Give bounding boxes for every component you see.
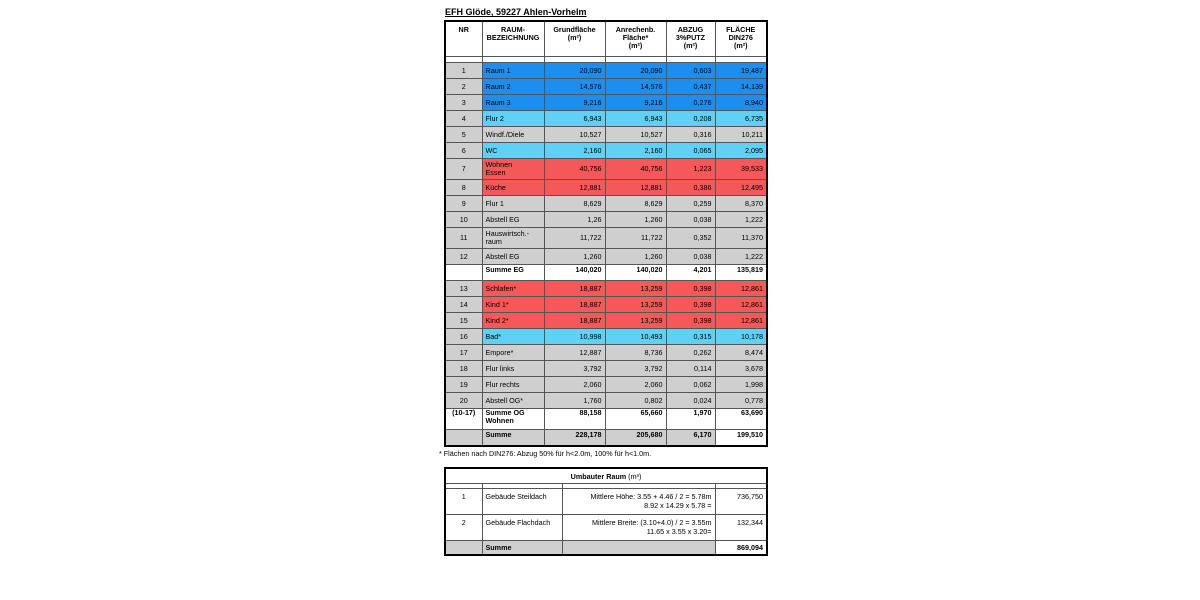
cell-grundflaeche: 12,881 <box>544 180 605 196</box>
cell-anrechenbar: 6,943 <box>605 111 666 127</box>
table-header-row <box>445 21 767 57</box>
cell-anrechenbar: 2,060 <box>605 377 666 393</box>
cell-anrechenbar: 3,792 <box>605 361 666 377</box>
cell-anrechenbar: 10,493 <box>605 329 666 345</box>
header-raum: RAUM- BEZEICHNUNG <box>482 21 544 57</box>
cell-flaeche: 8,370 <box>715 196 767 212</box>
cell-flaeche: 2,095 <box>715 143 767 159</box>
cell-room-name: Abstell EG <box>482 212 544 228</box>
umbauter-nr: 2 <box>445 515 482 541</box>
cell-nr: 13 <box>445 281 482 297</box>
header-flaeche: FLÄCHE DIN276 (m²) <box>715 21 767 57</box>
cell-flaeche: 8,940 <box>715 95 767 111</box>
cell-abzug: 1,223 <box>666 159 715 180</box>
cell-flaeche: 135,819 <box>715 265 767 281</box>
cell-nr: 10 <box>445 212 482 228</box>
table-row <box>445 111 767 127</box>
table-row <box>445 180 767 196</box>
cell-flaeche: 12,861 <box>715 297 767 313</box>
cell-grundflaeche: 6,943 <box>544 111 605 127</box>
umbauter-sum-label: Summe <box>482 541 562 556</box>
umbauter-nr: 1 <box>445 489 482 515</box>
cell-room-name: Flur 1 <box>482 196 544 212</box>
cell-room-name: Hauswirtsch.- raum <box>482 228 544 249</box>
cell-flaeche: 12,495 <box>715 180 767 196</box>
cell-nr: 4 <box>445 111 482 127</box>
header-anrechenbar: Anrechenb. Fläche* (m²) <box>605 21 666 57</box>
cell-room-name: Summe <box>482 430 544 447</box>
cell-nr: 17 <box>445 345 482 361</box>
cell-flaeche: 10,178 <box>715 329 767 345</box>
table-row <box>445 313 767 329</box>
cell-grundflaeche: 18,887 <box>544 313 605 329</box>
cell-nr <box>445 430 482 447</box>
cell-flaeche: 6,735 <box>715 111 767 127</box>
cell-abzug: 0,352 <box>666 228 715 249</box>
cell-grundflaeche: 2,160 <box>544 143 605 159</box>
cell-flaeche: 3,678 <box>715 361 767 377</box>
cell-room-name: Summe OG Wohnen <box>482 409 544 430</box>
cell-room-name: Wohnen Essen <box>482 159 544 180</box>
cell-flaeche: 8,474 <box>715 345 767 361</box>
cell-anrechenbar: 1,260 <box>605 249 666 265</box>
cell-anrechenbar: 8,629 <box>605 196 666 212</box>
cell-flaeche: 0,778 <box>715 393 767 409</box>
table-row <box>445 377 767 393</box>
cell-abzug: 0,437 <box>666 79 715 95</box>
cell-nr: 8 <box>445 180 482 196</box>
cell-anrechenbar: 11,722 <box>605 228 666 249</box>
cell-nr: 1 <box>445 63 482 79</box>
cell-nr: 16 <box>445 329 482 345</box>
cell-grundflaeche: 10,998 <box>544 329 605 345</box>
cell-nr: (10-17) <box>445 409 482 430</box>
cell-grundflaeche: 9,216 <box>544 95 605 111</box>
cell-abzug: 4,201 <box>666 265 715 281</box>
umbauter-calc: Mittlere Breite: (3.10+4.0) / 2 = 3.55m 11.65 x 3.55 x 3.20= <box>562 515 715 541</box>
table-row <box>445 212 767 228</box>
cell-abzug: 0,065 <box>666 143 715 159</box>
cell-abzug: 1,970 <box>666 409 715 430</box>
cell-flaeche: 12,861 <box>715 281 767 297</box>
cell-anrechenbar: 65,660 <box>605 409 666 430</box>
cell-room-name: Raum 1 <box>482 63 544 79</box>
header-nr: NR <box>445 21 482 57</box>
cell-flaeche: 199,510 <box>715 430 767 447</box>
cell-nr: 7 <box>445 159 482 180</box>
cell-grundflaeche: 1,760 <box>544 393 605 409</box>
cell-abzug: 0,603 <box>666 63 715 79</box>
cell-abzug: 0,259 <box>666 196 715 212</box>
cell-flaeche: 19,487 <box>715 63 767 79</box>
table-row <box>445 265 767 281</box>
cell-abzug: 0,262 <box>666 345 715 361</box>
table-row <box>445 196 767 212</box>
cell-anrechenbar: 9,216 <box>605 95 666 111</box>
table-row <box>445 329 767 345</box>
cell-abzug: 0,062 <box>666 377 715 393</box>
cell-flaeche: 10,211 <box>715 127 767 143</box>
header-abzug: ABZUG 3%PUTZ (m²) <box>666 21 715 57</box>
table-row <box>445 249 767 265</box>
table-row <box>445 297 767 313</box>
cell-grundflaeche: 2,060 <box>544 377 605 393</box>
cell-anrechenbar: 0,802 <box>605 393 666 409</box>
cell-room-name: Empore* <box>482 345 544 361</box>
cell-room-name: Summe EG <box>482 265 544 281</box>
cell-grundflaeche: 12,887 <box>544 345 605 361</box>
room-area-table <box>444 20 768 447</box>
cell-grundflaeche: 18,887 <box>544 281 605 297</box>
cell-room-name: Flur links <box>482 361 544 377</box>
table-row <box>445 345 767 361</box>
cell-room-name: Küche <box>482 180 544 196</box>
cell-flaeche: 14,139 <box>715 79 767 95</box>
cell-abzug: 0,208 <box>666 111 715 127</box>
umbauter-header-row <box>445 468 767 484</box>
cell-nr: 5 <box>445 127 482 143</box>
cell-anrechenbar: 2,160 <box>605 143 666 159</box>
cell-flaeche: 39,533 <box>715 159 767 180</box>
cell-room-name: Abstell EG <box>482 249 544 265</box>
cell-nr <box>445 265 482 281</box>
cell-grundflaeche: 40,756 <box>544 159 605 180</box>
cell-flaeche: 12,861 <box>715 313 767 329</box>
cell-nr: 3 <box>445 95 482 111</box>
cell-room-name: Bad* <box>482 329 544 345</box>
table-row <box>445 228 767 249</box>
cell-grundflaeche: 10,527 <box>544 127 605 143</box>
cell-nr: 12 <box>445 249 482 265</box>
cell-grundflaeche: 88,158 <box>544 409 605 430</box>
cell-room-name: Kind 2* <box>482 313 544 329</box>
cell-grundflaeche: 3,792 <box>544 361 605 377</box>
cell-abzug: 0,038 <box>666 249 715 265</box>
cell-abzug: 0,276 <box>666 95 715 111</box>
table-row <box>445 361 767 377</box>
table-row <box>445 127 767 143</box>
cell-anrechenbar: 8,736 <box>605 345 666 361</box>
cell-nr: 14 <box>445 297 482 313</box>
cell-flaeche: 63,690 <box>715 409 767 430</box>
cell-room-name: Windf./Diele <box>482 127 544 143</box>
cell-nr: 15 <box>445 313 482 329</box>
cell-grundflaeche: 8,629 <box>544 196 605 212</box>
page-title: EFH Glöde, 59227 Ahlen-Vorhelm <box>445 7 587 17</box>
cell-grundflaeche: 11,722 <box>544 228 605 249</box>
cell-grundflaeche: 1,260 <box>544 249 605 265</box>
cell-room-name: Flur rechts <box>482 377 544 393</box>
cell-nr: 9 <box>445 196 482 212</box>
cell-grundflaeche: 20,090 <box>544 63 605 79</box>
cell-anrechenbar: 10,527 <box>605 127 666 143</box>
footnote: * Flächen nach DIN276: Abzug 50% für h<2.0m, 100% für h<1.0m. <box>439 449 652 458</box>
cell-abzug: 0,398 <box>666 281 715 297</box>
cell-grundflaeche: 140,020 <box>544 265 605 281</box>
cell-room-name: Schlafen* <box>482 281 544 297</box>
cell-anrechenbar: 40,756 <box>605 159 666 180</box>
cell-flaeche: 1,222 <box>715 212 767 228</box>
cell-abzug: 0,114 <box>666 361 715 377</box>
cell-abzug: 0,386 <box>666 180 715 196</box>
table-row <box>445 95 767 111</box>
cell-anrechenbar: 20,090 <box>605 63 666 79</box>
cell-anrechenbar: 14,576 <box>605 79 666 95</box>
umbauter-sum-value: 869,094 <box>715 541 767 556</box>
table-row <box>445 79 767 95</box>
umbauter-name: Gebäude Steildach <box>482 489 562 515</box>
cell-grundflaeche: 14,576 <box>544 79 605 95</box>
cell-flaeche: 1,998 <box>715 377 767 393</box>
cell-abzug: 0,038 <box>666 212 715 228</box>
table-row <box>445 143 767 159</box>
cell-anrechenbar: 12,881 <box>605 180 666 196</box>
cell-abzug: 0,398 <box>666 297 715 313</box>
cell-nr: 2 <box>445 79 482 95</box>
cell-room-name: WC <box>482 143 544 159</box>
cell-abzug: 0,024 <box>666 393 715 409</box>
umbauter-calc: Mittlere Höhe: 3.55 + 4.46 / 2 = 5.78m 8.92 x 14.29 x 5.78 = <box>562 489 715 515</box>
cell-room-name: Raum 2 <box>482 79 544 95</box>
umbauter-raum-table <box>444 467 768 556</box>
umbauter-title: Umbauter Raum (m³) <box>445 468 767 484</box>
cell-anrechenbar: 13,259 <box>605 297 666 313</box>
cell-nr: 11 <box>445 228 482 249</box>
header-grundflaeche: Grundfläche (m²) <box>544 21 605 57</box>
cell-room-name: Flur 2 <box>482 111 544 127</box>
table-row <box>445 515 767 541</box>
cell-anrechenbar: 205,680 <box>605 430 666 447</box>
cell-grundflaeche: 228,178 <box>544 430 605 447</box>
cell-grundflaeche: 1,26 <box>544 212 605 228</box>
umbauter-name: Gebäude Flachdach <box>482 515 562 541</box>
table-row <box>445 409 767 430</box>
cell-nr: 18 <box>445 361 482 377</box>
cell-nr: 6 <box>445 143 482 159</box>
table-body <box>445 63 767 447</box>
cell-room-name: Abstell OG* <box>482 393 544 409</box>
cell-flaeche: 1,222 <box>715 249 767 265</box>
umbauter-sum-row <box>445 541 767 556</box>
umbauter-value: 736,750 <box>715 489 767 515</box>
cell-abzug: 6,170 <box>666 430 715 447</box>
cell-room-name: Raum 3 <box>482 95 544 111</box>
umbauter-value: 132,344 <box>715 515 767 541</box>
cell-abzug: 0,316 <box>666 127 715 143</box>
cell-abzug: 0,315 <box>666 329 715 345</box>
cell-anrechenbar: 140,020 <box>605 265 666 281</box>
cell-abzug: 0,398 <box>666 313 715 329</box>
cell-anrechenbar: 13,259 <box>605 281 666 297</box>
cell-anrechenbar: 13,259 <box>605 313 666 329</box>
table-row <box>445 393 767 409</box>
cell-grundflaeche: 18,887 <box>544 297 605 313</box>
cell-nr: 20 <box>445 393 482 409</box>
cell-anrechenbar: 1,260 <box>605 212 666 228</box>
cell-room-name: Kind 1* <box>482 297 544 313</box>
table-row <box>445 281 767 297</box>
cell-nr: 19 <box>445 377 482 393</box>
table-row <box>445 489 767 515</box>
table-row <box>445 159 767 180</box>
table-row <box>445 63 767 79</box>
cell-flaeche: 11,370 <box>715 228 767 249</box>
table-row <box>445 430 767 447</box>
